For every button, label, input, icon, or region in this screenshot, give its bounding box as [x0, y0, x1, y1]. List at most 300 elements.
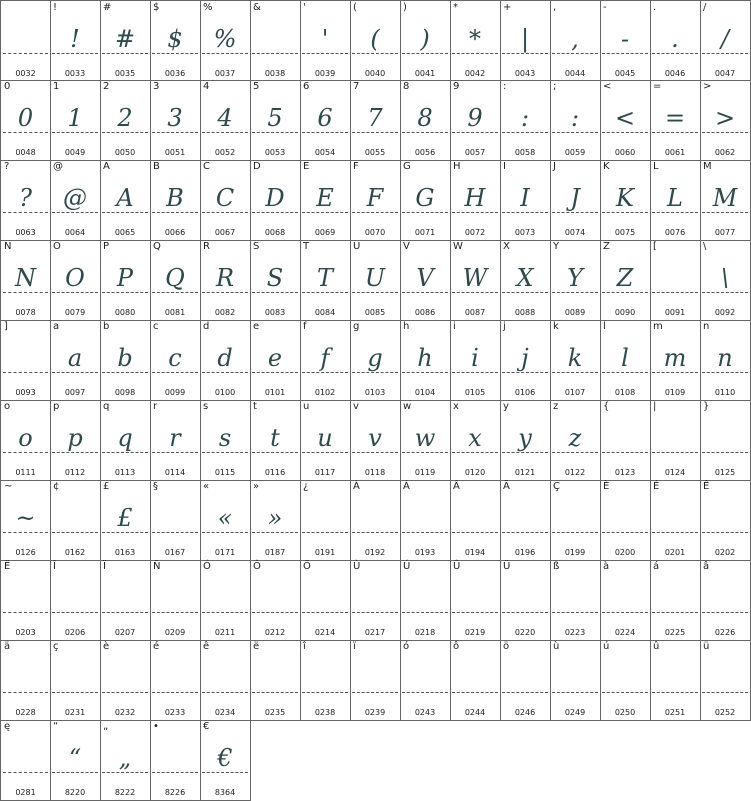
glyph-character-label: Ñ	[153, 561, 161, 572]
glyph-cell	[500, 480, 551, 561]
glyph-preview: ?	[19, 184, 32, 212]
glyph-code-label: 0100	[214, 388, 236, 397]
glyph-preview: »	[267, 504, 283, 532]
glyph-preview	[450, 500, 500, 536]
glyph-cell	[250, 160, 301, 241]
glyph-code-label: 0193	[414, 548, 436, 557]
glyph-preview: =	[664, 104, 686, 132]
glyph-character-label: U	[353, 241, 361, 252]
glyph-preview	[300, 500, 350, 536]
glyph-cell	[500, 640, 551, 721]
glyph-code-label: 0091	[664, 308, 686, 317]
glyph-preview: 6	[317, 104, 333, 132]
glyph-character-label: >	[703, 81, 712, 92]
glyph-cell	[700, 400, 751, 481]
glyph-code-label: 0036	[164, 69, 186, 78]
baseline-divider	[602, 292, 648, 293]
glyph-preview: o	[18, 424, 33, 452]
glyph-character-label: Ç	[553, 481, 560, 492]
glyph-code-label: 0046	[664, 69, 686, 78]
baseline-divider	[502, 452, 548, 453]
glyph-preview: z	[568, 424, 582, 452]
glyph-character-label: ç	[53, 641, 59, 652]
baseline-divider	[152, 532, 198, 533]
glyph-cell	[550, 240, 601, 321]
glyph-preview	[250, 580, 300, 616]
baseline-divider	[552, 292, 598, 293]
glyph-cell	[300, 480, 351, 561]
glyph-preview: €	[217, 744, 233, 772]
glyph-character-label: ù	[553, 641, 560, 652]
glyph-cell	[300, 400, 351, 481]
glyph-code-label: 0281	[15, 788, 36, 797]
glyph-cell	[700, 160, 751, 241]
glyph-character-label: #	[103, 2, 112, 13]
glyph-preview: i	[471, 344, 479, 372]
glyph-preview: P	[116, 264, 134, 292]
baseline-divider	[602, 372, 648, 373]
glyph-character-label: ê	[203, 641, 210, 652]
glyph-code-label: 0202	[714, 548, 736, 557]
glyph-cell	[50, 560, 101, 641]
glyph-character-label: É	[653, 481, 660, 492]
glyph-cell	[600, 80, 651, 161]
glyph-preview	[600, 580, 650, 616]
baseline-divider	[352, 53, 398, 54]
glyph-character-label: E	[303, 161, 310, 172]
baseline-divider	[352, 132, 398, 133]
glyph-preview: (	[370, 25, 380, 53]
glyph-cell	[150, 80, 201, 161]
baseline-divider	[152, 212, 198, 213]
glyph-preview: w	[414, 424, 436, 452]
glyph-character-label: +	[503, 2, 512, 13]
glyph-cell	[400, 640, 451, 721]
baseline-divider	[102, 612, 148, 613]
glyph-preview: K	[616, 184, 634, 212]
baseline-divider	[3, 292, 48, 293]
glyph-code-label: 0064	[64, 228, 86, 237]
baseline-divider	[102, 452, 148, 453]
glyph-preview: D	[265, 184, 285, 212]
glyph-preview	[150, 580, 200, 616]
glyph-preview: T	[316, 264, 333, 292]
glyph-character-label: S	[253, 241, 260, 252]
baseline-divider	[252, 372, 298, 373]
glyph-code-label: 0125	[714, 468, 736, 477]
glyph-cell	[400, 240, 451, 321]
glyph-preview	[200, 660, 250, 696]
glyph-cell	[650, 320, 701, 401]
baseline-divider	[102, 212, 148, 213]
glyph-preview: G	[415, 184, 435, 212]
glyph-preview	[650, 580, 700, 616]
baseline-divider	[352, 212, 398, 213]
glyph-preview	[550, 580, 600, 616]
glyph-character-label: Â	[453, 481, 460, 492]
glyph-preview: '	[321, 25, 329, 53]
baseline-divider	[502, 532, 548, 533]
glyph-code-label: 0228	[15, 708, 36, 717]
glyph-cell	[300, 0, 351, 81]
baseline-divider	[252, 532, 298, 533]
glyph-character-label: ¢	[53, 481, 60, 492]
glyph-cell	[150, 160, 201, 241]
glyph-cell	[650, 400, 701, 481]
baseline-divider	[652, 532, 698, 533]
glyph-cell	[400, 80, 451, 161]
glyph-preview: g	[367, 344, 383, 372]
baseline-divider	[252, 612, 298, 613]
glyph-character-label: 5	[253, 81, 260, 92]
glyph-code-label: 0068	[264, 228, 286, 237]
glyph-cell	[500, 160, 551, 241]
glyph-cell	[350, 640, 401, 721]
glyph-preview: Z	[616, 264, 634, 292]
glyph-code-label: 0201	[664, 548, 686, 557]
glyph-code-label: 0097	[64, 388, 86, 397]
glyph-code-label: 0069	[314, 228, 336, 237]
baseline-divider	[652, 612, 698, 613]
glyph-preview	[650, 500, 700, 536]
glyph-code-label: 0250	[614, 708, 636, 717]
glyph-preview: q	[117, 424, 133, 452]
glyph-preview	[700, 500, 750, 536]
baseline-divider	[502, 53, 548, 54]
glyph-character-label: h	[403, 321, 410, 332]
glyph-preview: l	[621, 344, 629, 372]
baseline-divider	[3, 212, 48, 213]
glyph-code-label: 0040	[364, 69, 386, 78]
glyph-character-label: ë	[253, 641, 260, 652]
baseline-divider	[102, 132, 148, 133]
glyph-cell	[500, 400, 551, 481]
glyph-code-label: 0196	[514, 548, 536, 557]
baseline-divider	[652, 292, 698, 293]
glyph-character-label: Ô	[253, 561, 261, 572]
glyph-preview: $	[167, 25, 183, 53]
baseline-divider	[402, 532, 448, 533]
glyph-character-label: Á	[403, 481, 410, 492]
baseline-divider	[302, 212, 348, 213]
glyph-preview: 1	[67, 104, 83, 132]
baseline-divider	[102, 292, 148, 293]
glyph-preview	[450, 660, 500, 696]
baseline-divider	[302, 612, 348, 613]
baseline-divider	[452, 292, 498, 293]
glyph-code-label: 0231	[64, 708, 86, 717]
glyph-code-label: 8364	[214, 788, 236, 797]
glyph-character-label: •	[153, 721, 159, 732]
glyph-code-label: 0211	[214, 628, 236, 637]
baseline-divider	[52, 292, 98, 293]
glyph-cell	[100, 480, 151, 561]
baseline-divider	[702, 132, 748, 133]
glyph-code-label: 0098	[114, 388, 136, 397]
glyph-preview	[350, 580, 400, 616]
baseline-divider	[552, 612, 598, 613]
glyph-cell	[450, 560, 501, 641]
baseline-divider	[652, 132, 698, 133]
baseline-divider	[602, 612, 648, 613]
baseline-divider	[602, 132, 648, 133]
glyph-preview: t	[270, 424, 280, 452]
glyph-code-label: 0116	[264, 468, 286, 477]
glyph-code-label: 0050	[114, 148, 136, 157]
baseline-divider	[202, 692, 248, 693]
glyph-code-label: 0080	[114, 308, 136, 317]
glyph-cell	[50, 400, 101, 481]
glyph-preview	[400, 580, 450, 616]
glyph-code-label: 0054	[314, 148, 336, 157]
glyph-character-label: &	[253, 2, 261, 13]
glyph-character-label: J	[553, 161, 556, 172]
glyph-code-label: 0121	[514, 468, 536, 477]
glyph-preview: 9	[467, 104, 483, 132]
glyph-code-label: 0070	[364, 228, 386, 237]
glyph-preview	[400, 500, 450, 536]
glyph-preview: /	[720, 25, 730, 53]
baseline-divider	[352, 532, 398, 533]
glyph-preview: f	[320, 344, 330, 372]
baseline-divider	[702, 612, 748, 613]
glyph-preview: e	[267, 344, 283, 372]
baseline-divider	[652, 212, 698, 213]
glyph-preview: s	[218, 424, 232, 452]
glyph-preview: <	[614, 104, 636, 132]
glyph-preview	[50, 580, 100, 616]
glyph-character-label: q	[103, 401, 110, 412]
baseline-divider	[452, 612, 498, 613]
baseline-divider	[202, 132, 248, 133]
glyph-code-label: 0052	[214, 148, 236, 157]
glyph-character-label: }	[703, 401, 710, 412]
glyph-character-label: Î	[53, 561, 56, 572]
glyph-cell	[100, 320, 151, 401]
glyph-cell	[400, 320, 451, 401]
glyph-cell	[350, 480, 401, 561]
glyph-preview: F	[366, 184, 384, 212]
glyph-code-label: 0187	[264, 548, 286, 557]
glyph-preview: v	[368, 424, 382, 452]
glyph-cell	[150, 640, 201, 721]
glyph-cell	[0, 240, 51, 321]
glyph-code-label: 0051	[164, 148, 186, 157]
baseline-divider	[452, 692, 498, 693]
glyph-code-label: 0076	[664, 228, 686, 237]
glyph-preview	[650, 660, 700, 696]
glyph-character-label: À	[353, 481, 360, 492]
glyph-preview: !	[70, 25, 80, 53]
glyph-cell	[150, 0, 201, 81]
glyph-cell	[450, 320, 501, 401]
glyph-character-label: ï	[353, 641, 356, 652]
glyph-character-label: p	[53, 401, 60, 412]
glyph-code-label: 0219	[464, 628, 486, 637]
glyph-preview: 3	[167, 104, 183, 132]
glyph-cell	[350, 320, 401, 401]
glyph-code-label: 0171	[214, 548, 236, 557]
glyph-character-label: Z	[603, 241, 610, 252]
glyph-cell	[450, 640, 501, 721]
baseline-divider	[552, 692, 598, 693]
glyph-cell	[350, 240, 401, 321]
baseline-divider	[52, 772, 98, 773]
glyph-character-label: x	[453, 401, 459, 412]
glyph-code-label: 0042	[464, 69, 486, 78]
glyph-cell	[700, 240, 751, 321]
glyph-character-label: Ó	[203, 561, 211, 572]
glyph-character-label: o	[4, 401, 11, 412]
baseline-divider	[202, 612, 248, 613]
glyph-preview	[1, 580, 50, 616]
glyph-code-label: 8222	[114, 788, 136, 797]
glyph-code-label: 0083	[264, 308, 286, 317]
baseline-divider	[52, 532, 98, 533]
baseline-divider	[152, 132, 198, 133]
glyph-character-label: !	[53, 2, 58, 13]
glyph-preview	[150, 500, 200, 536]
glyph-character-label: ~	[4, 481, 13, 492]
glyph-cell	[300, 320, 351, 401]
glyph-preview: j	[521, 344, 529, 372]
glyph-character-label: ,	[553, 2, 557, 13]
glyph-code-label: 0079	[64, 308, 86, 317]
glyph-preview	[300, 660, 350, 696]
glyph-cell	[400, 0, 451, 81]
glyph-preview: >	[714, 104, 736, 132]
glyph-code-label: 0108	[614, 388, 636, 397]
baseline-divider	[452, 212, 498, 213]
baseline-divider	[552, 132, 598, 133]
glyph-cell	[500, 80, 551, 161]
baseline-divider	[402, 452, 448, 453]
glyph-character-label: ?	[4, 161, 10, 172]
glyph-code-label: 0191	[314, 548, 336, 557]
glyph-character-label: «	[203, 481, 210, 492]
baseline-divider	[502, 692, 548, 693]
glyph-character-label: 9	[453, 81, 460, 92]
glyph-cell	[600, 560, 651, 641]
baseline-divider	[302, 692, 348, 693]
glyph-cell	[400, 160, 451, 241]
baseline-divider	[502, 212, 548, 213]
baseline-divider	[102, 772, 148, 773]
glyph-character-label: z	[553, 401, 559, 412]
glyph-preview: £	[117, 504, 133, 532]
baseline-divider	[102, 372, 148, 373]
glyph-cell	[300, 560, 351, 641]
glyph-cell	[150, 480, 201, 561]
glyph-code-label: 0120	[464, 468, 486, 477]
glyph-cell	[0, 560, 51, 641]
glyph-character-label: /	[703, 2, 707, 13]
baseline-divider	[152, 452, 198, 453]
glyph-code-label: 0123	[614, 468, 636, 477]
glyph-preview: B	[166, 184, 184, 212]
glyph-code-label: 0074	[564, 228, 586, 237]
baseline-divider	[3, 692, 48, 693]
baseline-divider	[402, 612, 448, 613]
baseline-divider	[652, 372, 698, 373]
glyph-cell	[600, 240, 651, 321]
glyph-code-label: 0225	[664, 628, 686, 637]
glyph-preview: A	[116, 184, 134, 212]
glyph-code-label: 0239	[364, 708, 386, 717]
glyph-preview	[1, 340, 50, 376]
glyph-character-label: P	[103, 241, 110, 252]
glyph-code-label: 0085	[364, 308, 386, 317]
glyph-preview	[150, 660, 200, 696]
glyph-cell	[100, 240, 151, 321]
glyph-preview: -	[620, 25, 630, 53]
glyph-cell	[250, 240, 301, 321]
glyph-preview: x	[468, 424, 482, 452]
baseline-divider	[202, 772, 248, 773]
glyph-cell	[150, 240, 201, 321]
glyph-character-label: â	[703, 561, 710, 572]
glyph-code-label: 0093	[15, 388, 36, 397]
glyph-code-label: 0039	[314, 69, 336, 78]
glyph-cell	[300, 160, 351, 241]
glyph-code-label: 0065	[114, 228, 136, 237]
glyph-code-label: 0124	[664, 468, 686, 477]
glyph-cell	[200, 720, 251, 801]
baseline-divider	[702, 452, 748, 453]
baseline-divider	[302, 132, 348, 133]
baseline-divider	[452, 372, 498, 373]
glyph-character-label: »	[253, 481, 260, 492]
baseline-divider	[402, 292, 448, 293]
glyph-cell	[350, 160, 401, 241]
glyph-cell	[250, 480, 301, 561]
glyph-code-label: 0209	[164, 628, 186, 637]
glyph-preview: H	[464, 184, 486, 212]
glyph-code-label: 0118	[364, 468, 386, 477]
glyph-preview: ~	[15, 504, 36, 532]
glyph-cell	[50, 640, 101, 721]
glyph-preview: E	[316, 184, 334, 212]
glyph-character-label: =	[653, 81, 662, 92]
glyph-character-label: H	[453, 161, 461, 172]
glyph-code-label: 0086	[414, 308, 436, 317]
glyph-cell	[550, 80, 601, 161]
glyph-code-label: 0162	[64, 548, 86, 557]
glyph-preview	[1, 740, 50, 776]
baseline-divider	[52, 692, 98, 693]
glyph-cell	[0, 480, 51, 561]
glyph-cell	[700, 560, 751, 641]
glyph-code-label: 0089	[564, 308, 586, 317]
glyph-character-label: v	[353, 401, 359, 412]
glyph-code-label: 0244	[464, 708, 486, 717]
baseline-divider	[352, 372, 398, 373]
glyph-preview	[200, 580, 250, 616]
glyph-code-label: 0200	[614, 548, 636, 557]
glyph-preview: O	[65, 264, 85, 292]
glyph-cell	[550, 0, 601, 81]
glyph-code-label: 0212	[264, 628, 286, 637]
glyph-cell	[300, 240, 351, 321]
glyph-cell	[0, 640, 51, 721]
glyph-cell	[350, 80, 401, 161]
glyph-preview: *	[469, 25, 481, 53]
glyph-cell	[250, 400, 301, 481]
glyph-code-label: 0099	[164, 388, 186, 397]
glyph-character-label: e	[253, 321, 260, 332]
baseline-divider	[202, 53, 248, 54]
glyph-character-label: ä	[4, 641, 11, 652]
